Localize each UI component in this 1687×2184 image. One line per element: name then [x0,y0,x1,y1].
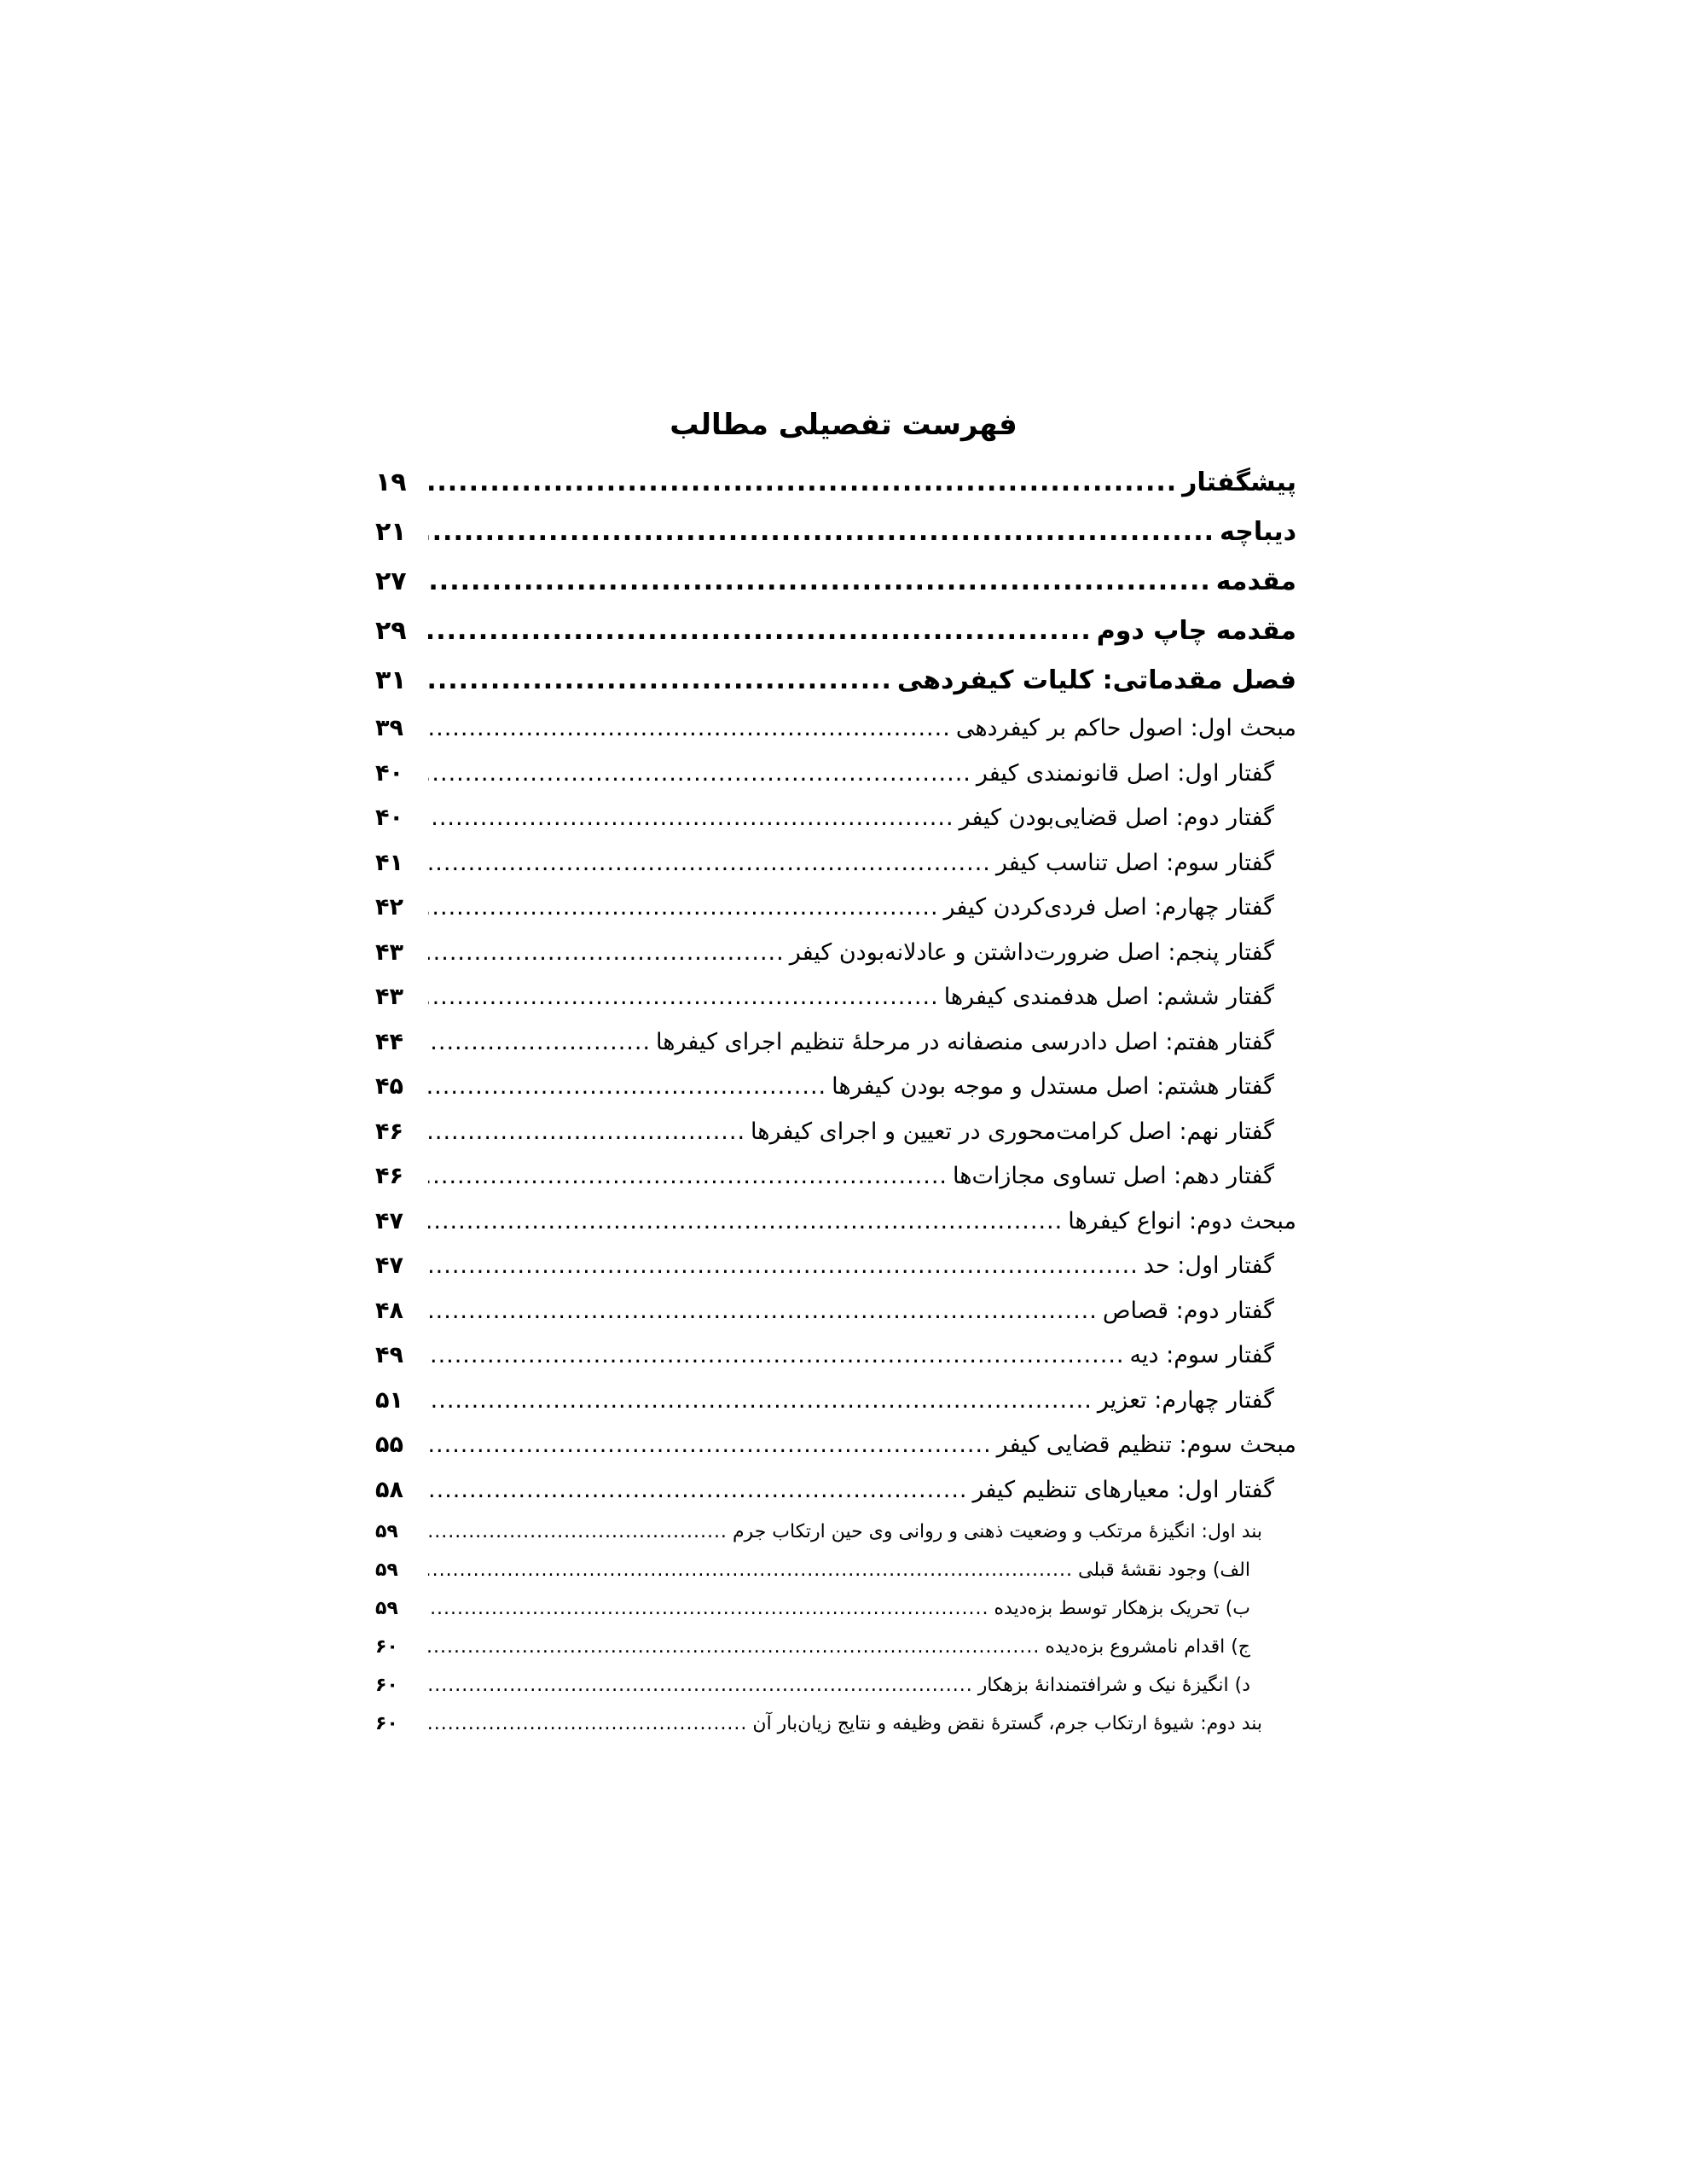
toc-entry [375,804,1296,850]
dot-leader [428,939,785,966]
toc-entry-label: گفتار هشتم: اصل مستدل و موجه بودن کیفرها [832,1073,1274,1100]
dot-leader [428,1208,1063,1234]
toc-entry [375,894,1296,939]
toc-entry-label: د) انگیزهٔ نیک و شرافتمندانهٔ بزهکار [977,1675,1250,1696]
toc-entry-page-number: ۴۳ [375,984,403,1010]
toc-entry-page-number: ۵۹ [375,1560,398,1581]
toc-entry [375,1636,1296,1675]
toc-entry-label: بند اول: انگیزهٔ مرتکب و وضعیت ذهنی و روانی وی حین ارتکاب جرم [732,1521,1262,1542]
dot-leader [428,984,939,1010]
dot-leader [428,1029,651,1055]
dot-leader [428,1342,1125,1368]
toc-entry-label: مقدمه [1215,566,1296,596]
toc-entry [375,1598,1296,1636]
toc-entry-page-number: ۵۵ [375,1432,403,1458]
toc-entry-label: گفتار اول: حد [1143,1252,1274,1279]
toc-entry [375,665,1296,715]
dot-leader [428,1387,1093,1414]
toc-entry-label: مبحث سوم: تنظیم قضایی کیفر [996,1432,1296,1458]
toc-entry-label: دیباچه [1220,517,1296,547]
dot-leader [428,665,892,695]
toc-entry-label: گفتار سوم: دیه [1129,1342,1274,1368]
dot-leader [428,715,951,741]
dot-leader [428,1163,948,1189]
toc-entry-page-number: ۴۰ [375,804,403,831]
toc-entry-page-number: ۴۰ [375,759,403,787]
toc-entry-page-number: ۵۱ [375,1386,403,1414]
dot-leader [428,1432,992,1458]
page-title: فهرست تفصیلی مطالب [670,408,1017,442]
dot-leader [428,1118,745,1145]
toc-entry-page-number: ۶۰ [375,1713,398,1734]
toc-entry-page-number: ۴۷ [375,1252,403,1279]
toc-entry-page-number: ۴۵ [375,1073,403,1100]
dot-leader [428,804,954,831]
toc-entry [375,1208,1296,1253]
toc-entry-label: گفتار دوم: قصاص [1102,1297,1274,1324]
dot-leader [428,1675,973,1696]
toc-entry-page-number: ۴۶ [375,1118,403,1145]
toc-entry-label: گفتار اول: اصل قانونمندی کیفر [976,759,1274,787]
toc-entry-page-number: ۵۹ [375,1521,398,1542]
toc-entry-page-number: ۵۹ [375,1598,398,1619]
toc-entry [375,517,1296,566]
toc-entry [375,1387,1296,1432]
toc-entry-label: گفتار ششم: اصل هدفمندی کیفرها [943,984,1274,1010]
toc-entry-page-number: ۲۱ [375,517,407,547]
toc-entry [375,984,1296,1029]
toc-entry [375,1675,1296,1713]
dot-leader [428,1298,1098,1324]
toc-entry [375,850,1296,895]
dot-leader [428,517,1215,547]
toc-entry-page-number: ۴۶ [375,1163,403,1189]
toc-entry-page-number: ۳۹ [375,715,403,741]
dot-leader [428,468,1177,497]
toc-entry [375,566,1296,616]
toc-entry-label: مبحث دوم: انواع کیفرها [1068,1207,1296,1234]
toc-entry [375,1713,1296,1751]
dot-leader [428,1521,728,1542]
toc-entry [375,1342,1296,1387]
toc-entry-label: گفتار هفتم: اصل دادرسی منصفانه در مرحلهٔ تنظیم اجرای کیفرها [656,1028,1274,1055]
toc-entry-label: گفتار چهارم: اصل فردی‌کردن کیفر [943,894,1274,921]
dot-leader [428,850,991,876]
toc-entry-page-number: ۱۹ [375,468,407,497]
toc-entry [375,760,1296,805]
dot-leader [428,1560,1073,1581]
toc-entry-page-number: ۶۰ [375,1675,398,1696]
toc-entry-label: گفتار پنجم: اصل ضرورت‌داشتن و عادلانه‌بودن کیفر [789,938,1274,966]
toc-entry-label: ج) اقدام نامشروع بزه‌دیده [1045,1636,1250,1658]
toc-entry-page-number: ۴۳ [375,938,403,966]
toc-entry-page-number: ۶۰ [375,1636,398,1658]
toc-entry-label: الف) وجود نقشهٔ قبلی [1078,1560,1250,1581]
dot-leader [428,760,971,787]
toc-entry [375,1298,1296,1343]
dot-leader [428,1636,1040,1658]
toc-entry-label: گفتار سوم: اصل تناسب کیفر [995,849,1274,876]
toc-entry-page-number: ۴۹ [375,1342,403,1368]
toc-entry [375,1073,1296,1118]
toc-entry-label: ب) تحریک بزهکار توسط بزه‌دیده [994,1598,1250,1619]
dot-leader [428,894,939,921]
toc-entry-label: بند دوم: شیوهٔ ارتکاب جرم، گسترهٔ نقض وظیفه و نتایج زیان‌بار آن [752,1713,1262,1734]
table-of-contents [375,468,1296,1751]
toc-entry [375,1521,1296,1560]
toc-entry [375,1252,1296,1298]
toc-entry [375,1163,1296,1208]
toc-entry [375,715,1296,760]
dot-leader [428,1598,989,1619]
toc-entry [375,468,1296,517]
toc-entry-page-number: ۴۲ [375,894,403,921]
toc-entry-label: گفتار نهم: اصل کرامت‌محوری در تعیین و اجرای کیفرها [751,1118,1274,1145]
toc-entry-page-number: ۴۸ [375,1297,403,1324]
toc-entry-page-number: ۲۷ [375,566,407,596]
dot-leader [428,1477,968,1503]
dot-leader [428,616,1092,646]
toc-entry-label: مقدمه چاپ دوم [1096,616,1296,646]
toc-entry [375,1477,1296,1522]
toc-entry-page-number: ۳۱ [375,665,407,695]
dot-leader [428,1073,826,1100]
toc-entry-page-number: ۵۸ [375,1476,403,1503]
dot-leader [428,1252,1139,1279]
toc-entry-page-number: ۴۴ [375,1028,403,1055]
toc-entry-label: گفتار دوم: اصل قضایی‌بودن کیفر [959,804,1274,831]
toc-entry-label: گفتار اول: معیارهای تنظیم کیفر [972,1476,1274,1503]
dot-leader [428,566,1211,596]
toc-entry [375,939,1296,985]
toc-entry-label: گفتار چهارم: تعزیر [1097,1386,1274,1414]
toc-entry-page-number: ۴۱ [375,849,403,876]
toc-entry [375,1432,1296,1477]
toc-entry [375,616,1296,665]
toc-entry [375,1118,1296,1164]
toc-entry-label: مبحث اول: اصول حاکم بر کیفردهی [955,715,1296,741]
toc-entry-page-number: ۴۷ [375,1207,403,1234]
toc-entry-label: پیشگفتار [1182,468,1296,497]
toc-entry-page-number: ۲۹ [375,616,407,646]
toc-entry-label: فصل مقدماتی: کلیات کیفردهی [896,665,1296,695]
toc-entry [375,1029,1296,1074]
toc-entry [375,1560,1296,1598]
toc-entry-label: گفتار دهم: اصل تساوی مجازات‌ها [953,1163,1274,1189]
dot-leader [428,1713,747,1734]
